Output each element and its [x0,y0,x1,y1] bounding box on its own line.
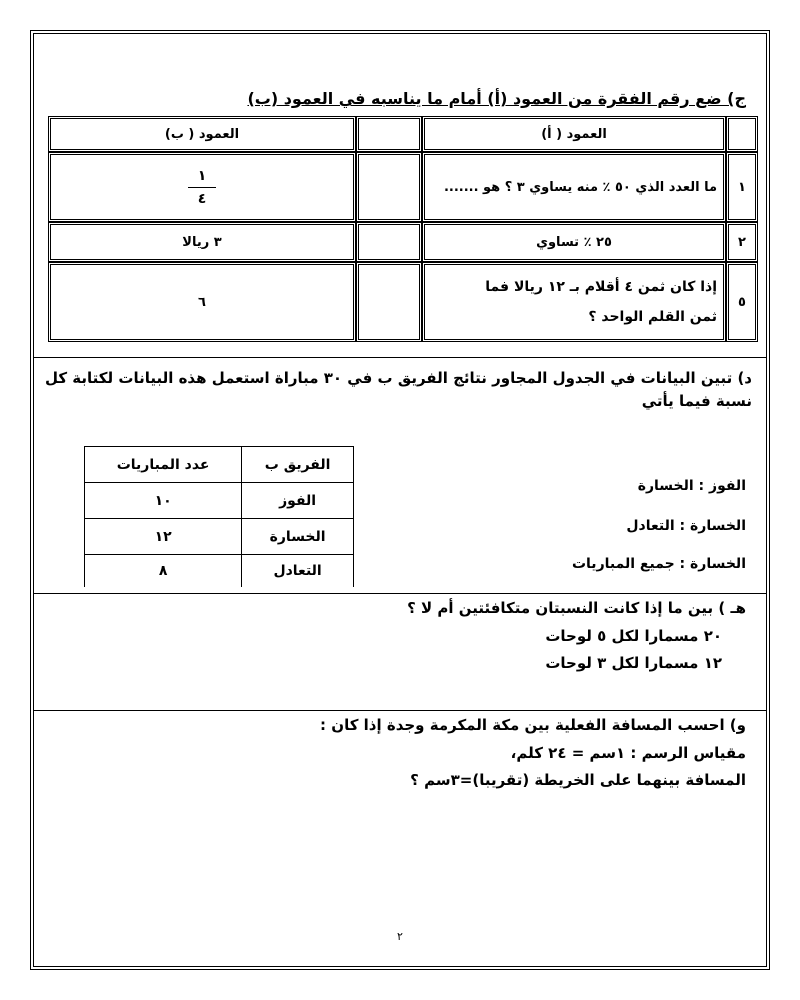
result-label: التعادل [242,555,354,587]
section-f-title: و) احسب المسافة الفعلية بين مكة المكرمة وجدة إذا كان : [320,716,746,734]
table-row [85,483,354,519]
fraction [188,168,217,207]
header-team: الفريق ب [242,447,354,483]
page-number: ٢ [397,930,403,943]
ratio-item-loss-all: الخسارة : جميع المباريات [571,556,746,572]
section-e-line-1: ٢٠ مسمارا لكل ٥ لوحات [545,627,722,645]
team-table-header [85,447,354,483]
column-b-fraction [48,152,356,222]
row-number: ٢ [726,222,758,262]
section-e-title: هـ ) بين ما إذا كانت النسبتان متكافئتين أم لا ؟ [407,599,746,617]
column-a-text [422,262,726,342]
result-label: الخسارة [242,519,354,555]
team-results-table [84,446,354,587]
header-answer-cell [356,116,422,152]
table-row [85,519,354,555]
ratio-item-win-loss: الفوز : الخسارة [637,478,746,494]
section-f-line-2: المسافة بينهما على الخريطة (تقريبا)=٣سم ؟ [410,771,746,789]
table-row [48,222,758,262]
table-row [48,262,758,342]
matching-table [48,116,758,342]
table-row [85,555,354,587]
page-frame [30,30,770,970]
answer-cell[interactable] [356,262,422,342]
row-number: ١ [726,152,758,222]
header-count: عدد المباريات [85,447,242,483]
result-value: ١٠ [85,483,242,519]
section-divider [34,357,766,358]
row-number: ٥ [726,262,758,342]
column-b-text: ٦ [48,262,356,342]
section-divider [34,593,766,594]
section-f-line-1: مقياس الرسم : ١سم = ٢٤ كلم، [510,744,746,762]
column-a-text: ٢٥ ٪ تساوي [422,222,726,262]
column-a-line-1: إذا كان ثمن ٤ أقلام بـ ١٢ ريالا فما [485,279,717,295]
ratio-item-loss-draw: الخسارة : التعادل [626,518,746,534]
table-row [48,152,758,222]
fraction-numerator: ١ [188,168,217,188]
answer-cell[interactable] [356,222,422,262]
column-b-text: ٣ ريالا [48,222,356,262]
result-label: الفوز [242,483,354,519]
fraction-denominator: ٤ [197,190,207,207]
header-column-b: العمود ( ب) [48,116,356,152]
column-a-text: ما العدد الذي ٥٠ ٪ منه يساوي ٣ ؟ هو ....... [422,152,726,222]
result-value: ٨ [85,555,242,587]
header-num-cell [726,116,758,152]
table-header-row [48,116,758,152]
header-column-a: العمود ( أ) [422,116,726,152]
section-e-line-2: ١٢ مسمارا لكل ٣ لوحات [545,654,722,672]
result-value: ١٢ [85,519,242,555]
column-a-line-2: ثمن القلم الواحد ؟ [588,309,717,325]
section-divider [34,710,766,711]
answer-cell[interactable] [356,152,422,222]
section-c-title: ج) ضع رقم الفقرة من العمود (أ) أمام ما يناسبه في العمود (ب) [247,89,746,108]
section-d-title: د) تبين البيانات في الجدول المجاور نتائج الفريق ب في ٣٠ مباراة استعمل هذه البيانات لكتابة كل نسبة فيما يأتي [44,369,752,410]
